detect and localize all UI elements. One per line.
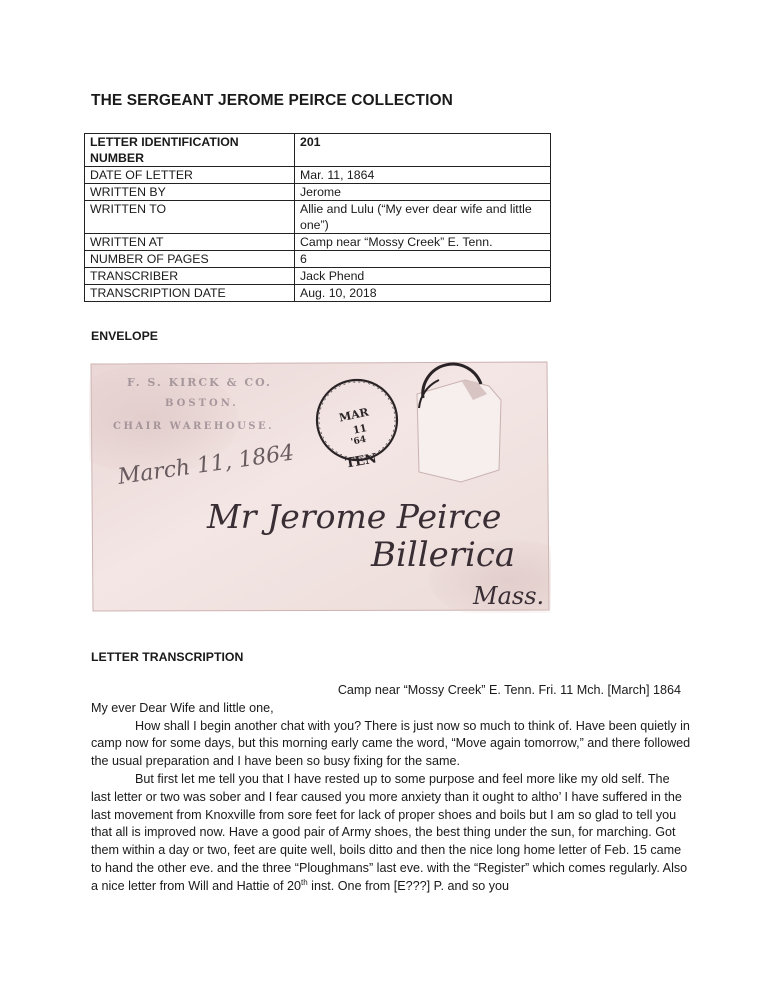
return-address-line: BOSTON. xyxy=(165,398,239,409)
transcription-heading: LETTER TRANSCRIPTION xyxy=(91,650,244,664)
table-row xyxy=(85,134,551,167)
postmark-state: TEN xyxy=(344,451,378,472)
address-name: Mr Jerome Peirce xyxy=(207,497,502,536)
postmark-year: '64 xyxy=(350,434,368,448)
table-value-cell: Jerome xyxy=(295,184,551,201)
envelope-heading: ENVELOPE xyxy=(91,329,158,343)
letter-dateline: Camp near “Mossy Creek” E. Tenn. Fri. 11 Mch. [March] 1864 xyxy=(337,683,681,697)
table-label-cell: DATE OF LETTER xyxy=(85,167,295,184)
table-label-cell: TRANSCRIPTION DATE xyxy=(85,285,295,302)
letter-paragraph: How shall I begin another chat with you? There is just now so much to think of. Have been quietly in camp now for some days, but this morning early came the word, “Move again tomorrow,” and there followed the usual preparation and I have been so busy fixing for the same. xyxy=(91,718,691,769)
table-row xyxy=(85,285,551,302)
table-row xyxy=(85,184,551,201)
address-town: Billerica xyxy=(371,535,516,575)
letter-transcription xyxy=(91,682,691,896)
table-value-cell: Jack Phend xyxy=(295,268,551,285)
letter-metadata-table xyxy=(84,133,551,302)
table-label-cell: WRITTEN BY xyxy=(85,184,295,201)
table-row xyxy=(85,268,551,285)
handwritten-date: March 11, 1864 xyxy=(116,440,296,490)
table-label-cell: WRITTEN TO xyxy=(85,201,295,234)
return-address-line: F. S. KIRCK & CO. xyxy=(127,376,272,389)
table-value-cell: 201 xyxy=(295,134,551,167)
postmark-month: MAR xyxy=(337,405,370,425)
page-title: THE SERGEANT JEROME PEIRCE COLLECTION xyxy=(91,92,453,109)
table-value-cell: Mar. 11, 1864 xyxy=(295,167,551,184)
table-value-cell: Allie and Lulu (“My ever dear wife and little one”) xyxy=(295,201,551,234)
table-label-cell: WRITTEN AT xyxy=(85,234,295,251)
letter-salutation: My ever Dear Wife and little one, xyxy=(91,700,274,715)
table-label-cell: TRANSCRIBER xyxy=(85,268,295,285)
letter-text: But first let me tell you that I have rested up to some purpose and feel more like my old self. The last letter or two was sober and I fear caused you more anxiety than it ought to altho’ I have suffered in the last movement from Knoxville from sore feet for lack of proper shoes and boils but I am so glad to tell you that all is improved now. Have a good pair of Army shoes, the best thing under the sun, for marching. Got them within a day or two, feet are quite well, boils ditto and then the nice long home letter of Feb. 15 came to hand the other eve. and the three “Ploughmans” last eve. with the “Register” which comes regularly. Also a nice letter from Will and Hattie of 20 xyxy=(91,771,688,893)
address-state: Mass. xyxy=(473,582,545,610)
table-value-cell: Aug. 10, 2018 xyxy=(295,285,551,302)
table-row xyxy=(85,234,551,251)
postmark-day: 11 xyxy=(352,423,368,437)
table-row xyxy=(85,251,551,268)
letter-paragraph xyxy=(91,771,691,896)
table-label-cell: NUMBER OF PAGES xyxy=(85,251,295,268)
table-value-cell: Camp near “Mossy Creek” E. Tenn. xyxy=(295,234,551,251)
envelope-image xyxy=(89,360,551,613)
return-address-line: CHAIR WAREHOUSE. xyxy=(113,421,275,432)
table-value-cell: 6 xyxy=(295,251,551,268)
table-row xyxy=(85,167,551,184)
table-label-cell: LETTER IDENTIFICATION NUMBER xyxy=(85,134,295,167)
letter-text: inst. One from [E???] P. and so you xyxy=(307,878,510,893)
letter-superscript: th xyxy=(301,877,308,887)
table-row xyxy=(85,201,551,234)
